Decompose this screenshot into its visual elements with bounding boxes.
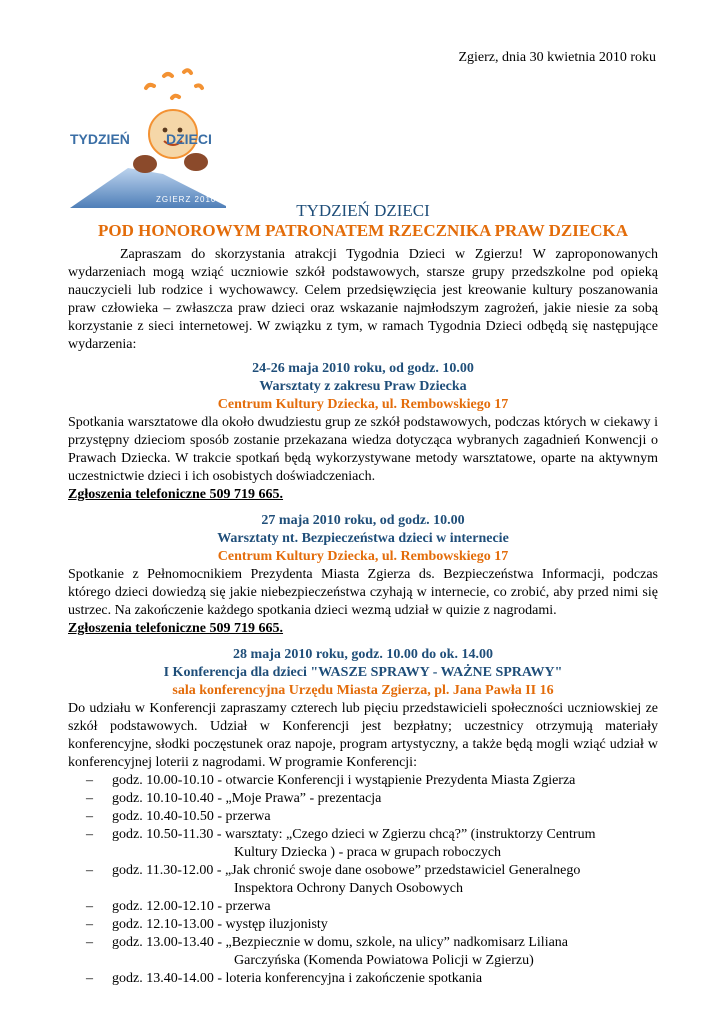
event-2-venue: Centrum Kultury Dziecka, ul. Rembowskiego 17 xyxy=(217,549,509,564)
event-1-venue: Centrum Kultury Dziecka, ul. Rembowskiego 17 xyxy=(217,397,509,412)
sun-rays xyxy=(146,70,202,98)
letter-date: Zgierz, dnia 30 kwietnia 2010 roku xyxy=(458,50,656,65)
logo-subtitle: ZGIERZ 2010 xyxy=(156,195,217,204)
bullet-dash: – xyxy=(86,863,93,878)
program-item: – godz. 12.00-12.10 - przerwa xyxy=(86,899,271,914)
bullet-dash: – xyxy=(86,809,93,824)
logo-title-right: DZIECI xyxy=(166,131,212,147)
right-hand xyxy=(184,153,208,171)
program-item: – godz. 10.40-10.50 - przerwa xyxy=(86,809,271,824)
program-item: – godz. 10.00-10.10 - otwarcie Konferencji i wystąpienie Prezydenta Miasta Zgierza xyxy=(86,773,576,788)
bullet-dash: – xyxy=(86,791,93,806)
event-3-name: I Konferencja dla dzieci "WASZE SPRAWY - WAŻNE SPRAWY" xyxy=(163,665,563,680)
program-item: – godz. 12.10-13.00 - występ iluzjonisty xyxy=(86,917,328,932)
event-2-date: 27 maja 2010 roku, od godz. 10.00 xyxy=(261,513,465,528)
document-body xyxy=(68,246,658,988)
left-hand xyxy=(133,155,157,173)
event-2-name: Warsztaty nt. Bezpieczeństwa dzieci w internecie xyxy=(217,531,509,546)
bullet-dash: – xyxy=(86,917,93,932)
title-line-1: TYDZIEŃ DZIECI xyxy=(296,201,430,220)
title-line-2: POD HONOROWYM PATRONATEM RZECZNIKA PRAW DZIECKA xyxy=(97,221,628,240)
event-1-description: Spotkania warsztatowe dla około dwudziestu grup ze szkół podstawowych, podczas których w ciekawy i przystępny dzieciom sposób zostanie przekazana wiedza dotycząca wybranych zagadnień Konwencji o Prawach Dziecka. W trakcie spotkań będą wykorzystywane metody warsztatowe, oparte na aktywnym uczestnictwie dzieci i ich osobistych doświadczeniach. xyxy=(68,415,658,484)
program-item: – godz. 11.30-12.00 - „Jak chronić swoje dane osobowe” przedstawiciel Generalnego Inspektora Ochrony Danych Osobowych xyxy=(86,863,581,896)
intro-paragraph: Zapraszam do skorzystania atrakcji Tygodnia Dzieci w Zgierzu! W zaproponowanych wydarzeniach mogą wziąć uczniowie szkół podstawowych, starsze grupy przedszkolne pod opieką nauczycieli lub rodzice i wychowawcy. Celem przedsięwzięcia jest kreowanie kultury poszanowania praw człowieka – zwłaszcza praw dzieci oraz wskazanie najmłodszym zagrożeń, jakie niesie za sobą korzystanie z sieci internetowej. W związku z tym, w ramach Tygodnia Dzieci odbędą się następujące wydarzenia: xyxy=(68,247,658,352)
logo-title-left: TYDZIEŃ xyxy=(70,131,130,147)
event-2-registration: Zgłoszenia telefoniczne 509 719 665. xyxy=(68,621,284,636)
event-3-venue: sala konferencyjna Urzędu Miasta Zgierza, pl. Jana Pawła II 16 xyxy=(172,683,554,698)
bullet-dash: – xyxy=(86,971,93,986)
event-3-description: Do udziału w Konferencji zapraszamy czterech lub pięciu przedstawicieli społeczności uczniowskiej ze szkół podstawowych. Udział w Konferencji jest bezpłatny; uczestnicy otrzymują materiały konferencyjne, słodki poczęstunek oraz napoje, program artystyczny, a także będą mogli wziąć udział w konferencyjnej loterii z nagrodami. W programie Konferencji: xyxy=(68,701,658,770)
event-1-date: 24-26 maja 2010 roku, od godz. 10.00 xyxy=(252,361,474,376)
program-item: – godz. 10.10-10.40 - „Moje Prawa” - prezentacja xyxy=(86,791,382,806)
bullet-dash: – xyxy=(86,827,93,842)
tydzien-dzieci-logo xyxy=(68,64,228,212)
conference-program-list xyxy=(68,772,658,988)
program-item: – godz. 13.40-14.00 - loteria konferencyjna i zakończenie spotkania xyxy=(86,971,483,986)
program-item: – godz. 10.50-11.30 - warsztaty: „Czego dzieci w Zgierzu chcą?” (instruktorzy Centrum Kultury Dziecka ) - praca w grupach roboczych xyxy=(86,827,596,860)
title-block xyxy=(68,201,658,241)
bullet-dash: – xyxy=(86,899,93,914)
program-item: – godz. 13.00-13.40 - „Bezpiecznie w domu, szkole, na ulicy” nadkomisarz Liliana Garczyńska (Komenda Powiatowa Policji w Zgierzu) xyxy=(86,935,569,968)
bullet-dash: – xyxy=(86,935,93,950)
event-1-name: Warsztaty z zakresu Praw Dziecka xyxy=(259,379,467,394)
event-3-date: 28 maja 2010 roku, godz. 10.00 do ok. 14.00 xyxy=(233,647,493,662)
event-1-registration: Zgłoszenia telefoniczne 509 719 665. xyxy=(68,487,284,502)
event-2-description: Spotkanie z Pełnomocnikiem Prezydenta Miasta Zgierza ds. Bezpieczeństwa Informacji, podczas którego dzieci dowiedzą się jakie niebezpieczeństwa czyhają w internecie, co zrobić, aby przed nimi się ustrzec. Na zakończenie każdego spotkania dzieci wezmą udział w quizie z nagrodami. xyxy=(68,567,658,618)
bullet-dash: – xyxy=(86,773,93,788)
